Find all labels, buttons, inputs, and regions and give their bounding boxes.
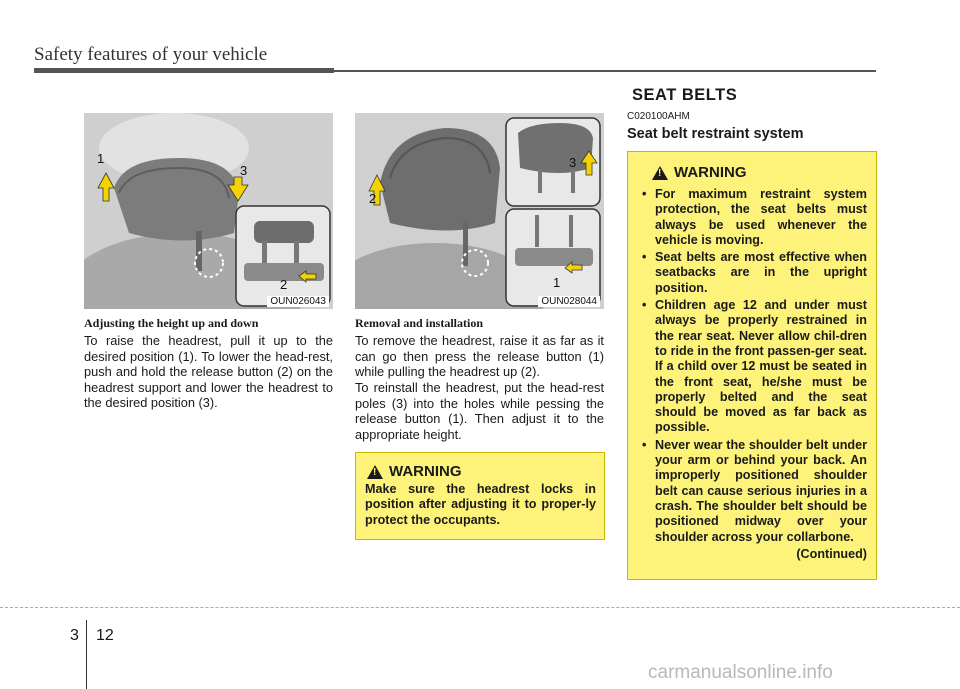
figure-label-1: 1 bbox=[97, 151, 105, 166]
page-number: 12 bbox=[96, 627, 114, 644]
warning-triangle-icon bbox=[652, 166, 668, 180]
warning-text: Make sure the headrest locks in position after adjusting it to proper-ly protect the occupants. bbox=[365, 482, 596, 527]
warning-item: • Seat belts are most effective when seatbacks are in the upright position. bbox=[638, 250, 867, 296]
adjust-body: To raise the headrest, pull it up to the desired position (1). To lower the head-rest, push and hold the release button (2) on the headrest support and lower the headrest to the desired position (3). bbox=[84, 333, 333, 410]
headrest-removal-figure bbox=[355, 113, 604, 309]
warning-item: • Never wear the shoulder belt under your arm or behind your back. An improperly positioned shoulder belt can cause serious injuries in a crash. The shoulder belt should be positioned midway over your shoulder across your collarbone. bbox=[638, 438, 867, 545]
section-code: C020100AHM bbox=[627, 111, 690, 122]
removal-body-2: To reinstall the headrest, put the head-rest poles (3) into the holes while pessing the release button (1). Then adjust it to the appropriate height. bbox=[355, 380, 604, 442]
footer-vertical-rule bbox=[86, 620, 87, 689]
page-header-title: Safety features of your vehicle bbox=[34, 44, 268, 65]
continued-label: (Continued) bbox=[796, 546, 867, 561]
warning-list bbox=[638, 187, 867, 545]
figure-label-2: 2 bbox=[369, 191, 377, 206]
warning-title: WARNING bbox=[389, 463, 462, 480]
figure-caption: OUN026043 bbox=[267, 296, 329, 307]
warning-box-seatbelt bbox=[627, 151, 877, 580]
removal-body-1: To remove the headrest, raise it as far as it can go then press the release button (1) while pulling the headrest up (2). bbox=[355, 333, 604, 379]
warning-item: • For maximum restraint system protection, the seat belts must always be used whenever the vehicle is moving. bbox=[638, 187, 867, 248]
removal-heading: Removal and installation bbox=[355, 316, 484, 330]
headrest-adjust-figure bbox=[84, 113, 333, 309]
section-subtitle: Seat belt restraint system bbox=[627, 126, 804, 142]
warning-item: • Children age 12 and under must always be properly restrained in the rear seat. Never allow chil-dren to ride in the front passen-ger seat. If a child over 12 must be seated in the front seat, he/she must be properly belted and the seat should be moved as far back as possible. bbox=[638, 298, 867, 436]
adjust-heading: Adjusting the height up and down bbox=[84, 316, 259, 330]
chapter-number: 3 bbox=[70, 627, 79, 644]
header-rule-accent bbox=[34, 68, 334, 73]
watermark: carmanualsonline.info bbox=[648, 662, 833, 683]
figure-label-3: 3 bbox=[240, 163, 248, 178]
figure-caption: OUN028044 bbox=[538, 296, 600, 307]
section-title: SEAT BELTS bbox=[632, 86, 738, 104]
warning-title: WARNING bbox=[674, 164, 747, 181]
figure-label-3: 3 bbox=[569, 155, 577, 170]
warning-triangle-icon bbox=[367, 465, 383, 479]
footer-divider bbox=[0, 607, 960, 608]
warning-box-headrest bbox=[355, 452, 605, 540]
figure-label-2: 2 bbox=[280, 277, 288, 292]
figure-label-1: 1 bbox=[553, 275, 561, 290]
